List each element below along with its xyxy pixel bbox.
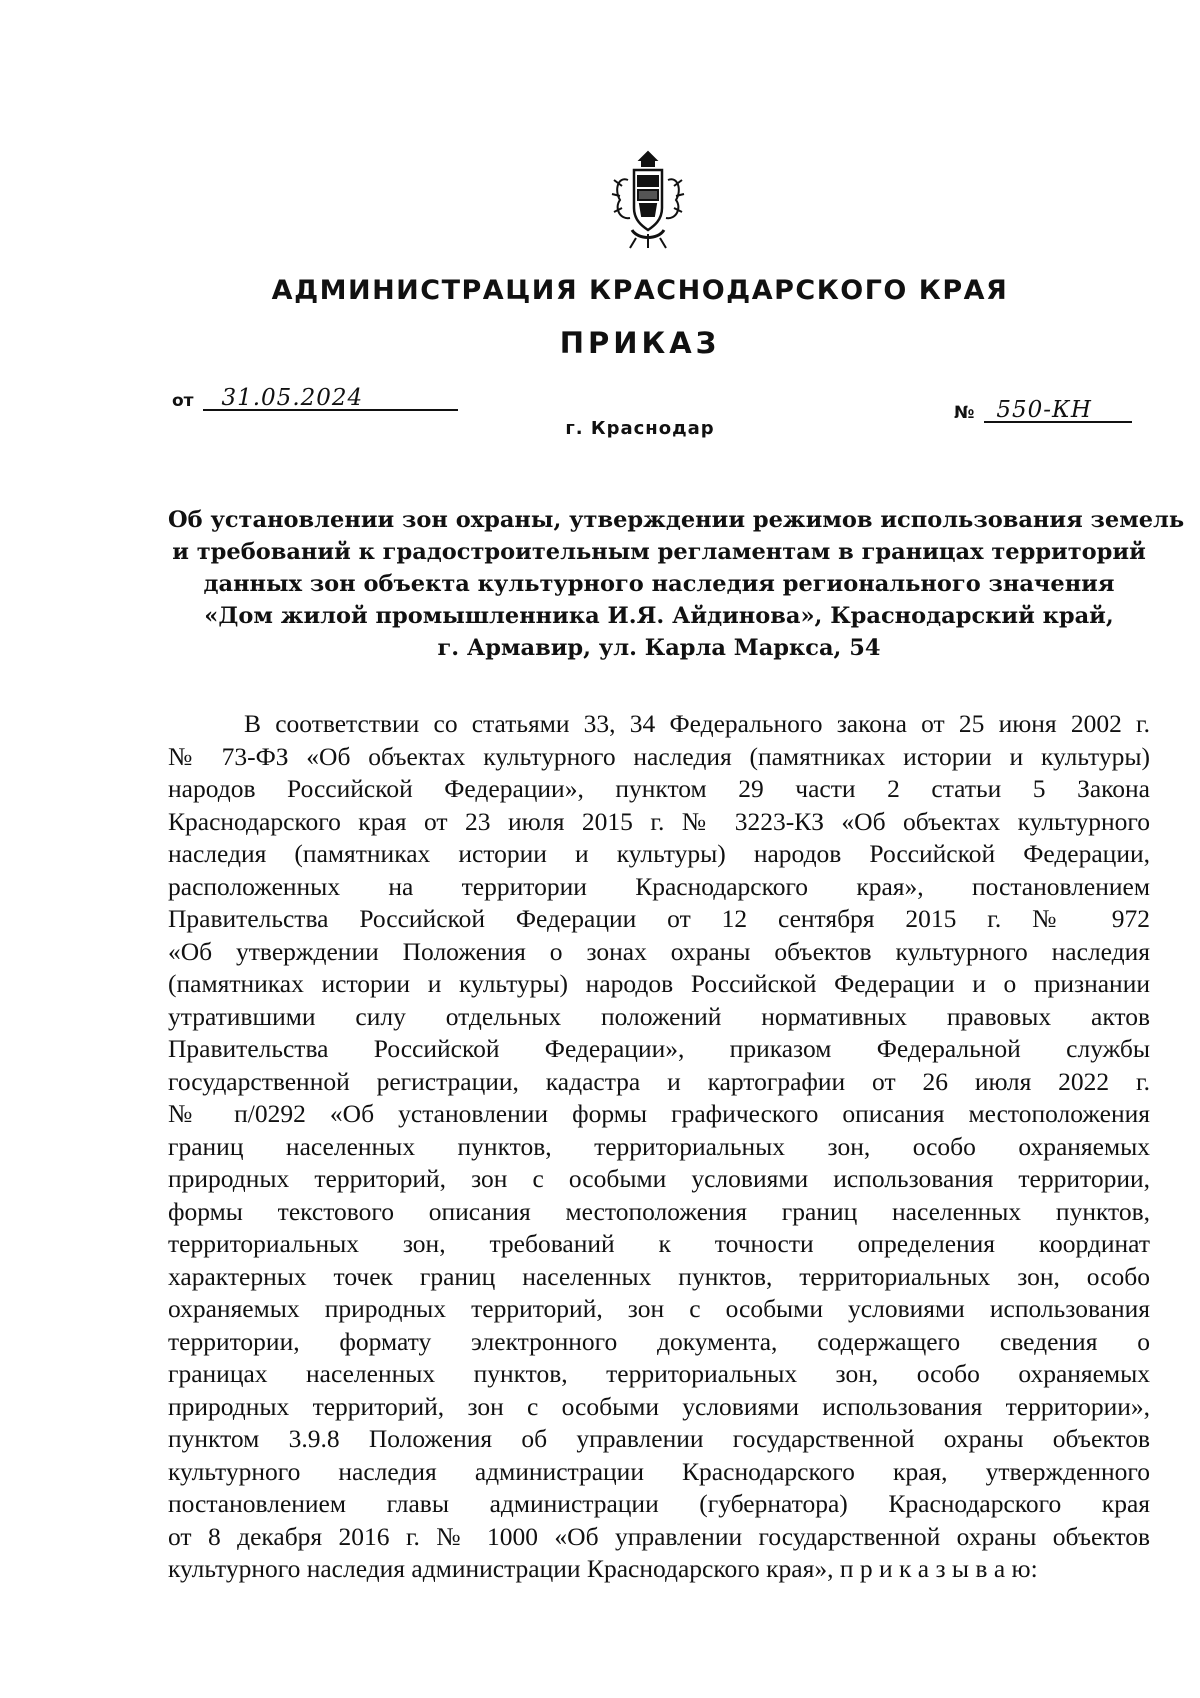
body-line: Правительства Российской Федерации», приказом Федеральной службы bbox=[168, 1034, 1150, 1063]
body-line: утратившими силу отдельных положений нормативных правовых актов bbox=[168, 1001, 1150, 1031]
body-line: расположенных на территории Краснодарского края», постановлением bbox=[168, 871, 1150, 901]
body-line: народов Российской Федерации», пунктом 29 части 2 статьи 5 Закона bbox=[168, 774, 1150, 803]
coat-of-arms-icon bbox=[610, 150, 686, 250]
body-line: территориальных зон, требований к точности определения координат bbox=[168, 1229, 1150, 1258]
city-name: г. Краснодар bbox=[565, 418, 715, 439]
body-line: Краснодарского края от 23 июля 2015 г. № 3223-КЗ «Об объектах культурного bbox=[168, 806, 1150, 836]
date-underline bbox=[203, 387, 458, 411]
body-line: «Об утверждении Положения о зонах охраны объектов культурного наследия bbox=[168, 936, 1150, 966]
number-label: № bbox=[954, 403, 975, 423]
date-value: 31.05.2024 bbox=[221, 385, 364, 411]
body-line: государственной регистрации, кадастра и картографии от 26 июля 2022 г. bbox=[168, 1066, 1150, 1096]
body-line: пунктом 3.9.8 Положения об управлении государственной охраны объектов bbox=[168, 1424, 1150, 1453]
body-line: охраняемых природных территорий, зон с особыми условиями использования bbox=[168, 1294, 1150, 1323]
title-line: г. Армавир, ул. Карла Маркса, 54 bbox=[437, 635, 881, 661]
body-line: № 73-ФЗ «Об объектах культурного наследия (памятниках истории и культуры) bbox=[168, 741, 1150, 771]
title-line: Об установлении зон охраны, утверждении режимов использования земель bbox=[168, 507, 1185, 533]
body-line: (памятниках истории и культуры) народов Российской Федерации и о признании bbox=[168, 969, 1150, 998]
body-line: от 8 декабря 2016 г. № 1000 «Об управлении государственной охраны объектов bbox=[168, 1521, 1150, 1551]
document-title bbox=[168, 504, 1185, 664]
body-line: Правительства Российской Федерации от 12 сентября 2015 г. № 972 bbox=[168, 904, 1150, 933]
body-line: территории, формату электронного документа, содержащего сведения о bbox=[168, 1326, 1150, 1356]
organization-name: АДМИНИСТРАЦИЯ КРАСНОДАРСКОГО КРАЯ bbox=[271, 275, 1009, 306]
body-line: характерных точек границ населенных пунктов, территориальных зон, особо bbox=[168, 1261, 1150, 1291]
body-line: границ населенных пунктов, территориальных зон, особо охраняемых bbox=[168, 1131, 1150, 1161]
title-line: данных зон объекта культурного наследия регионального значения bbox=[203, 571, 1115, 597]
document-type: ПРИКАЗ bbox=[559, 326, 721, 360]
body-line: В соответствии со статьями 33, 34 Федерального закона от 25 июня 2002 г. bbox=[244, 709, 1150, 738]
title-line: «Дом жилой промышленника И.Я. Айдинова», Краснодарский край, bbox=[204, 603, 1114, 629]
body-line: природных территорий, зон с особыми условиями использования территории, bbox=[168, 1164, 1150, 1193]
body-line: природных территорий, зон с особыми условиями использования территории», bbox=[168, 1391, 1150, 1421]
document-body bbox=[168, 708, 1150, 1586]
body-line: постановлением главы администрации (губернатора) Краснодарского края bbox=[168, 1489, 1150, 1518]
body-line: культурного наследия администрации Краснодарского края, утвержденного bbox=[168, 1456, 1150, 1486]
body-line: границах населенных пунктов, территориальных зон, особо охраняемых bbox=[168, 1359, 1150, 1388]
date-label: от bbox=[172, 391, 194, 411]
number-value: 550-КН bbox=[996, 397, 1092, 423]
body-line: культурного наследия администрации Краснодарского края», п р и к а з ы в а ю: bbox=[168, 1554, 1038, 1583]
body-line: формы текстового описания местоположения границ населенных пунктов, bbox=[168, 1196, 1150, 1226]
body-line: наследия (памятниках истории и культуры) народов Российской Федерации, bbox=[168, 839, 1150, 868]
title-line: и требований к градостроительным регламентам в границах территорий bbox=[172, 539, 1146, 565]
body-line: № п/0292 «Об установлении формы графического описания местоположения bbox=[168, 1099, 1150, 1128]
date-field bbox=[172, 387, 458, 411]
